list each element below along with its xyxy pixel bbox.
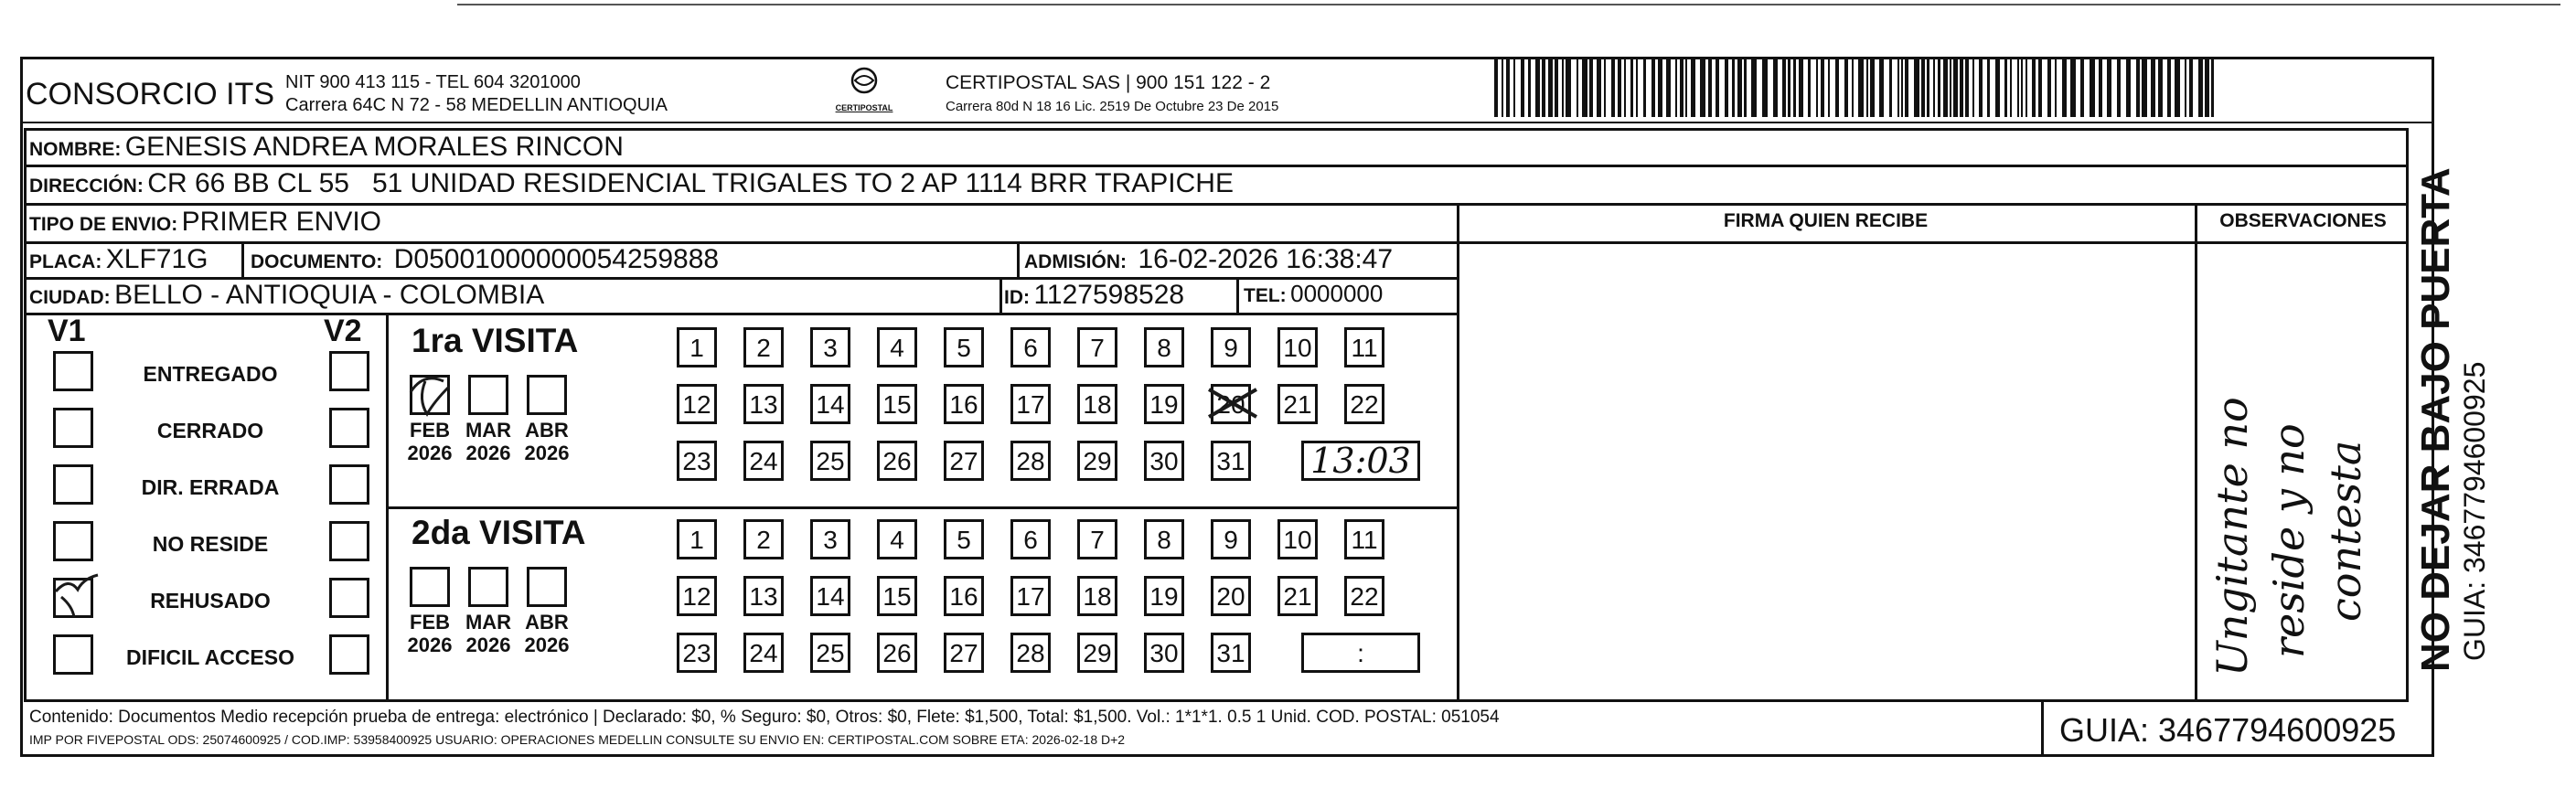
check-mark-icon [407, 368, 458, 420]
day-box[interactable]: 11 [1344, 519, 1384, 559]
day-box[interactable]: 22 [1344, 384, 1384, 424]
day-box[interactable]: 15 [877, 384, 917, 424]
day-box[interactable]: 23 [677, 441, 717, 481]
day-box[interactable]: 14 [810, 576, 850, 616]
month-year: 2026 [524, 634, 570, 656]
day-box[interactable]: 18 [1077, 576, 1117, 616]
visit-divider [386, 506, 1457, 509]
v2-checkbox[interactable] [329, 408, 369, 448]
day-box[interactable]: 16 [944, 384, 984, 424]
tel-value: 0000000 [1290, 280, 1384, 307]
v1-checkbox[interactable] [53, 521, 93, 561]
footer-divider [2041, 702, 2044, 757]
day-box[interactable]: 3 [810, 519, 850, 559]
observaciones-label: OBSERVACIONES [2219, 210, 2387, 231]
day-box[interactable]: 25 [810, 633, 850, 673]
no-dejar-warning: NO DEJAR BAJO PUERTA [2413, 167, 2458, 672]
documento-label: DOCUMENTO: [251, 251, 383, 272]
status-label: ENTREGADO [143, 362, 278, 386]
day-box[interactable]: 19 [1144, 384, 1184, 424]
month-label [515, 611, 579, 656]
admision-row [1024, 244, 1393, 275]
visit2-title: 2da VISITA [412, 514, 586, 551]
day-box[interactable]: 22 [1344, 576, 1384, 616]
side-text [2414, 167, 2491, 672]
day-box[interactable]: 17 [1010, 384, 1051, 424]
ciudad-label: CIUDAD: [29, 287, 111, 308]
day-box[interactable]: 24 [743, 441, 784, 481]
col-line [1457, 203, 1459, 702]
direccion-value: CR 66 BB CL 55 51 UNIDAD RESIDENCIAL TRIGALES TO 2 AP 1114 BRR TRAPICHE [147, 168, 1234, 198]
month-label [456, 419, 520, 464]
time-box[interactable]: : [1301, 633, 1420, 673]
row-line [24, 313, 1457, 315]
visit1-title: 1ra VISITA [412, 322, 579, 359]
day-box[interactable]: 7 [1077, 327, 1117, 367]
day-box[interactable]: 2 [743, 327, 784, 367]
month-label [398, 419, 462, 464]
direccion-label: DIRECCIÓN: [29, 176, 144, 197]
company-nit: NIT 900 413 115 - TEL 604 3201000 [285, 72, 581, 92]
day-box[interactable]: 27 [944, 633, 984, 673]
day-box[interactable]: 15 [877, 576, 917, 616]
v2-checkbox[interactable] [329, 634, 369, 675]
col-line [1017, 241, 1020, 277]
month-checkbox[interactable] [527, 567, 567, 607]
day-box[interactable]: 10 [1277, 519, 1318, 559]
day-box[interactable]: 28 [1010, 633, 1051, 673]
day-box[interactable]: 29 [1077, 441, 1117, 481]
day-box[interactable]: 19 [1144, 576, 1184, 616]
v2-header: V2 [324, 314, 362, 348]
month-name: MAR [465, 611, 512, 634]
month-checkbox[interactable] [468, 567, 508, 607]
day-box[interactable]: 28 [1010, 441, 1051, 481]
day-mark-icon [1203, 380, 1262, 426]
month-name: ABR [525, 611, 569, 634]
status-label: NO RESIDE [152, 532, 269, 556]
day-box[interactable]: 10 [1277, 327, 1318, 367]
scan-edge [457, 4, 2560, 5]
month-checkbox[interactable] [468, 375, 508, 415]
day-box[interactable]: 17 [1010, 576, 1051, 616]
tel-label: TEL: [1244, 285, 1287, 306]
documento-row [251, 244, 719, 275]
day-box[interactable]: 9 [1211, 519, 1251, 559]
day-box[interactable]: 6 [1010, 327, 1051, 367]
footer-line-1: Contenido: Documentos Medio recepción prueba de entrega: electrónico | Declarado: $0, % Seguro: $0, Otros: $0, Flete: $1,500, Total: $1,500. Vol.: 1*1*1. 0.5 1 Unid. COD. POSTAL: 051054 [29, 708, 1500, 727]
day-box[interactable]: 8 [1144, 327, 1184, 367]
month-name: ABR [525, 419, 569, 442]
month-year: 2026 [407, 634, 453, 656]
check-mark-icon [50, 570, 105, 623]
footer-guia: GUIA: 3467794600925 [2059, 711, 2397, 749]
day-box[interactable]: 20 [1211, 384, 1251, 424]
ciudad-row [29, 280, 544, 311]
side-guia: GUIA: 3467794600925 [2458, 361, 2491, 661]
carrier-address: Carrera 80d N 18 16 Lic. 2519 De Octubre 23 De 2015 [946, 99, 1279, 114]
month-year: 2026 [407, 442, 453, 464]
month-name: FEB [410, 611, 450, 634]
col-line [241, 241, 244, 277]
day-box[interactable]: 4 [877, 519, 917, 559]
footer-text [29, 706, 1500, 750]
day-box[interactable]: 26 [877, 441, 917, 481]
day-box[interactable]: 12 [677, 576, 717, 616]
month-year: 2026 [465, 634, 511, 656]
id-value: 1127598528 [1033, 280, 1185, 310]
day-box[interactable]: 24 [743, 633, 784, 673]
obs-line-3: contesta [2321, 440, 2370, 622]
status-label: DIR. ERRADA [141, 475, 280, 499]
tipo-label: TIPO DE ENVIO: [29, 214, 178, 235]
tipo-row [29, 207, 381, 238]
v2-checkbox[interactable] [329, 351, 369, 391]
v1-checkbox[interactable] [53, 634, 93, 675]
footer-line-2: IMP POR FIVEPOSTAL ODS: 25074600925 / COD.IMP: 53958400925 USUARIO: OPERACIONES MEDELLIN CONSULTE SU ENVIO EN: CERTIPOSTAL.COM SOBRE ETA: 2026-02-18 D+2 [29, 732, 1126, 747]
month-label [515, 419, 579, 464]
status-label: REHUSADO [150, 589, 271, 612]
day-box[interactable]: 6 [1010, 519, 1051, 559]
company-address: Carrera 64C N 72 - 58 MEDELLIN ANTIOQUIA [285, 95, 668, 115]
day-box[interactable]: 7 [1077, 519, 1117, 559]
day-box[interactable]: 20 [1211, 576, 1251, 616]
day-box[interactable]: 31 [1211, 441, 1251, 481]
month-year: 2026 [524, 442, 570, 464]
col-line [386, 313, 389, 702]
direccion-row [29, 168, 1234, 199]
day-box[interactable]: 27 [944, 441, 984, 481]
month-name: FEB [410, 419, 450, 442]
admision-value: 16-02-2026 16:38:47 [1138, 244, 1394, 274]
day-box[interactable]: 9 [1211, 327, 1251, 367]
v1-checkbox[interactable] [53, 464, 93, 505]
tipo-value: PRIMER ENVIO [181, 207, 382, 237]
month-name: MAR [465, 419, 512, 442]
header-divider [20, 122, 2434, 123]
month-checkbox[interactable] [410, 375, 450, 415]
month-label [398, 611, 462, 656]
day-box[interactable]: 4 [877, 327, 917, 367]
v1-checkbox[interactable] [53, 578, 93, 618]
day-box[interactable]: 13 [743, 384, 784, 424]
row-line [24, 165, 2409, 167]
day-box[interactable]: 11 [1344, 327, 1384, 367]
day-box[interactable]: 29 [1077, 633, 1117, 673]
tel-row [1244, 280, 1383, 308]
day-box[interactable]: 31 [1211, 633, 1251, 673]
day-box[interactable]: 16 [944, 576, 984, 616]
day-box[interactable]: 23 [677, 633, 717, 673]
col-line [2195, 203, 2197, 702]
day-box[interactable]: 30 [1144, 441, 1184, 481]
day-box[interactable]: 2 [743, 519, 784, 559]
nombre-label: NOMBRE: [29, 139, 122, 160]
id-row [1004, 280, 1184, 311]
day-box[interactable]: 1 [677, 327, 717, 367]
day-box[interactable]: 1 [677, 519, 717, 559]
day-box[interactable]: 12 [677, 384, 717, 424]
time-box[interactable]: 13:03 [1301, 441, 1420, 481]
status-label: CERRADO [156, 419, 264, 442]
day-box[interactable]: 5 [944, 519, 984, 559]
day-box[interactable]: 21 [1277, 384, 1318, 424]
nombre-row [29, 132, 624, 163]
day-box[interactable]: 18 [1077, 384, 1117, 424]
carrier-nit: CERTIPOSTAL SAS | 900 151 122 - 2 [946, 72, 1271, 93]
admision-label: ADMISIÓN: [1024, 251, 1127, 272]
day-box[interactable]: 30 [1144, 633, 1184, 673]
v2-checkbox[interactable] [329, 578, 369, 618]
v2-checkbox[interactable] [329, 521, 369, 561]
v1-checkbox[interactable] [53, 408, 93, 448]
obs-line-2: reside y no [2264, 423, 2314, 658]
day-box[interactable]: 14 [810, 384, 850, 424]
status-label: DIFICIL ACCESO [125, 645, 294, 669]
observaciones-handwriting [2204, 329, 2374, 676]
v1-header: V1 [48, 314, 86, 348]
id-label: ID: [1004, 287, 1030, 308]
day-box[interactable]: 26 [877, 633, 917, 673]
day-box[interactable]: 3 [810, 327, 850, 367]
company-name: CONSORCIO ITS [26, 77, 275, 112]
firma-label: FIRMA QUIEN RECIBE [1723, 210, 1929, 231]
month-checkbox[interactable] [410, 567, 450, 607]
documento-value: D05001000000054259888 [393, 244, 720, 274]
obs-line-1: Ungitante no [2207, 397, 2257, 676]
placa-row [29, 244, 208, 275]
row-line [24, 203, 2409, 206]
day-box[interactable]: 25 [810, 441, 850, 481]
day-box[interactable]: 13 [743, 576, 784, 616]
col-line [1236, 277, 1239, 313]
placa-label: PLACA: [29, 251, 102, 272]
month-checkbox[interactable] [527, 375, 567, 415]
v1-checkbox[interactable] [53, 351, 93, 391]
day-box[interactable]: 8 [1144, 519, 1184, 559]
month-label [456, 611, 520, 656]
placa-value: XLF71G [105, 244, 208, 274]
col-line [999, 277, 1002, 313]
nombre-value: GENESIS ANDREA MORALES RINCON [124, 132, 624, 162]
month-year: 2026 [465, 442, 511, 464]
logo-text: CERTIPOSTAL [835, 103, 893, 112]
day-box[interactable]: 21 [1277, 576, 1318, 616]
ciudad-value: BELLO - ANTIOQUIA - COLOMBIA [114, 280, 545, 310]
v2-checkbox[interactable] [329, 464, 369, 505]
day-box[interactable]: 5 [944, 327, 984, 367]
